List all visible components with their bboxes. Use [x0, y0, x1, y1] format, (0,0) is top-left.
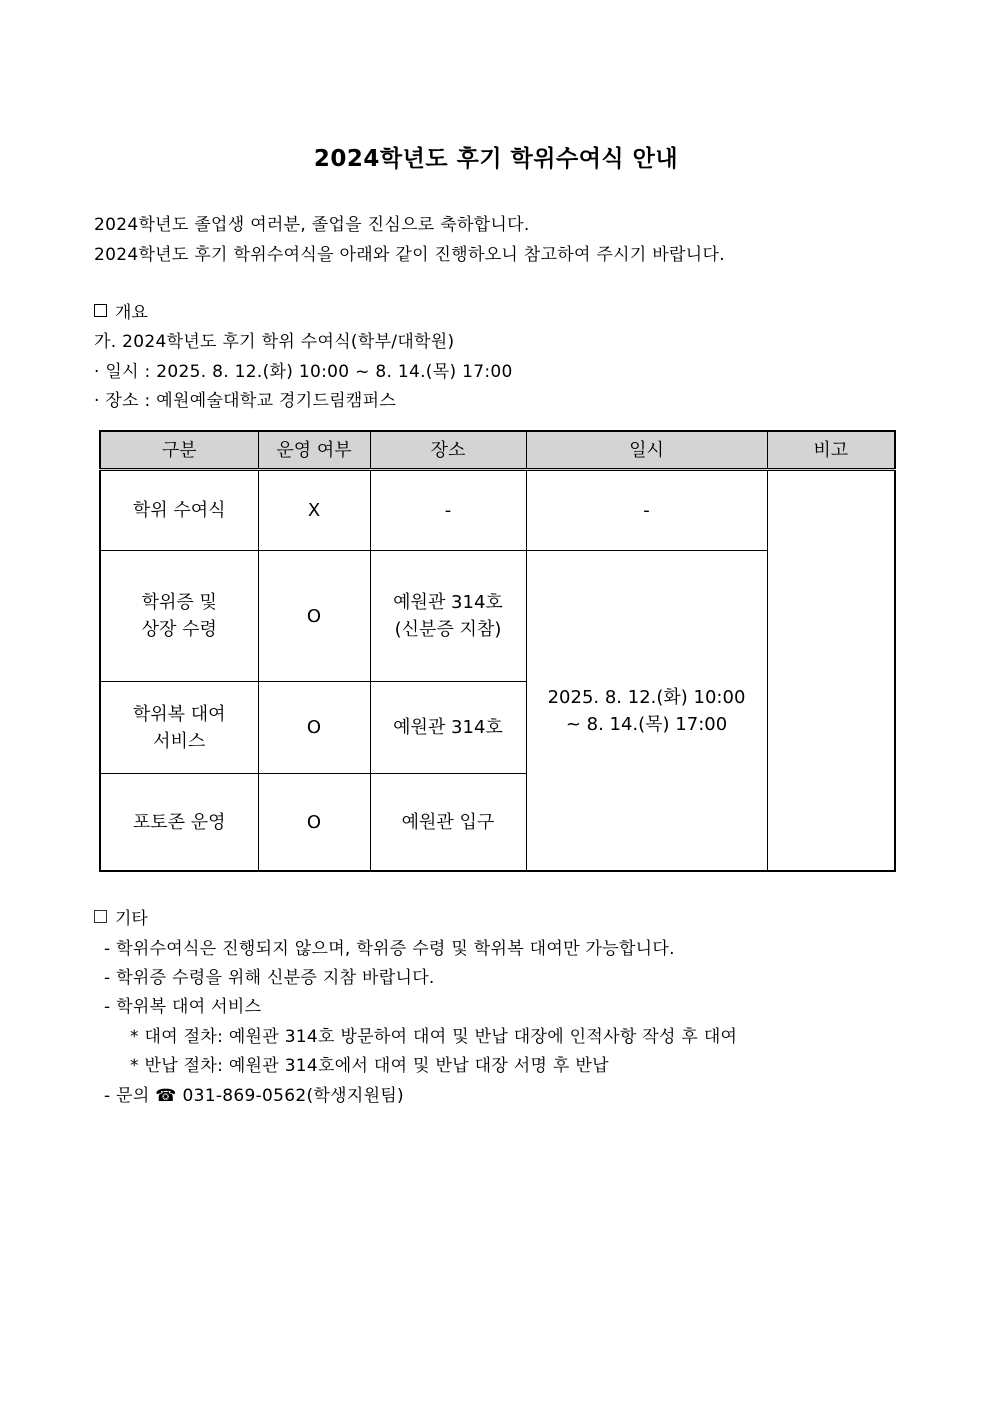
schedule-table [99, 430, 896, 872]
table-header-row [100, 431, 895, 470]
checkbox-square-icon [94, 304, 107, 317]
contact-line: - 문의 ☎ 031-869-0562(학생지원팀) [104, 1086, 404, 1106]
etc-line: - 학위증 수령을 위해 신분증 지참 바랍니다. [104, 968, 435, 988]
row-place: - [370, 470, 526, 551]
row-place [370, 551, 526, 682]
etc-section-heading [94, 904, 148, 929]
row-category-line: 상장 수령 [141, 619, 217, 640]
header-status: 운영 여부 [258, 431, 370, 470]
row-category: 포토존 운영 [100, 774, 258, 872]
document-title: 2024학년도 후기 학위수여식 안내 [313, 146, 679, 172]
header-time: 일시 [526, 431, 767, 470]
overview-datetime: · 일시 : 2025. 8. 12.(화) 10:00 ~ 8. 14.(목) 17:00 [94, 362, 513, 382]
header-category: 구분 [100, 431, 258, 470]
etc-line: - 학위복 대여 서비스 [104, 997, 262, 1017]
row-category-line: 서비스 [153, 730, 206, 752]
note-cell [767, 470, 895, 872]
row-status: O [258, 774, 370, 872]
row-category: 학위 수여식 [100, 470, 258, 551]
etc-line: - 학위수여식은 진행되지 않으며, 학위증 수령 및 학위복 대여만 가능합니다. [104, 939, 675, 959]
row-place-line: 예원관 314호 [393, 592, 503, 613]
merged-time-cell [526, 551, 767, 872]
checkbox-square-icon [94, 910, 107, 923]
etc-subline: * 대여 절차: 예원관 314호 방문하여 대여 및 반납 대장에 인적사항 작성 후 대여 [130, 1027, 738, 1047]
overview-section-heading [94, 298, 148, 323]
table-row [100, 470, 895, 551]
row-category [100, 682, 258, 774]
row-category-line: 학위복 대여 [132, 703, 226, 725]
etc-heading-label: 기타 [115, 909, 148, 929]
row-time: - [526, 470, 767, 551]
overview-heading-label: 개요 [115, 303, 148, 323]
header-place: 장소 [370, 431, 526, 470]
row-status: O [258, 682, 370, 774]
header-note: 비고 [767, 431, 895, 470]
etc-subline: * 반납 절차: 예원관 314호에서 대여 및 반납 대장 서명 후 반납 [130, 1056, 609, 1076]
row-category-line: 학위증 및 [141, 592, 217, 613]
overview-place: · 장소 : 예원예술대학교 경기드림캠퍼스 [94, 391, 397, 411]
row-category [100, 551, 258, 682]
row-place: 예원관 입구 [370, 774, 526, 872]
overview-item: 가. 2024학년도 후기 학위 수여식(학부/대학원) [94, 332, 455, 352]
merged-time-line: 2025. 8. 12.(화) 10:00 [547, 686, 746, 708]
row-place-line: (신분증 지참) [394, 619, 502, 640]
row-place: 예원관 314호 [370, 682, 526, 774]
row-status: X [258, 470, 370, 551]
merged-time-line: ~ 8. 14.(목) 17:00 [565, 713, 728, 735]
intro-line-2: 2024학년도 후기 학위수여식을 아래와 같이 진행하오니 참고하여 주시기 바랍니다. [94, 245, 725, 265]
row-status: O [258, 551, 370, 682]
intro-line-1: 2024학년도 졸업생 여러분, 졸업을 진심으로 축하합니다. [94, 215, 530, 235]
